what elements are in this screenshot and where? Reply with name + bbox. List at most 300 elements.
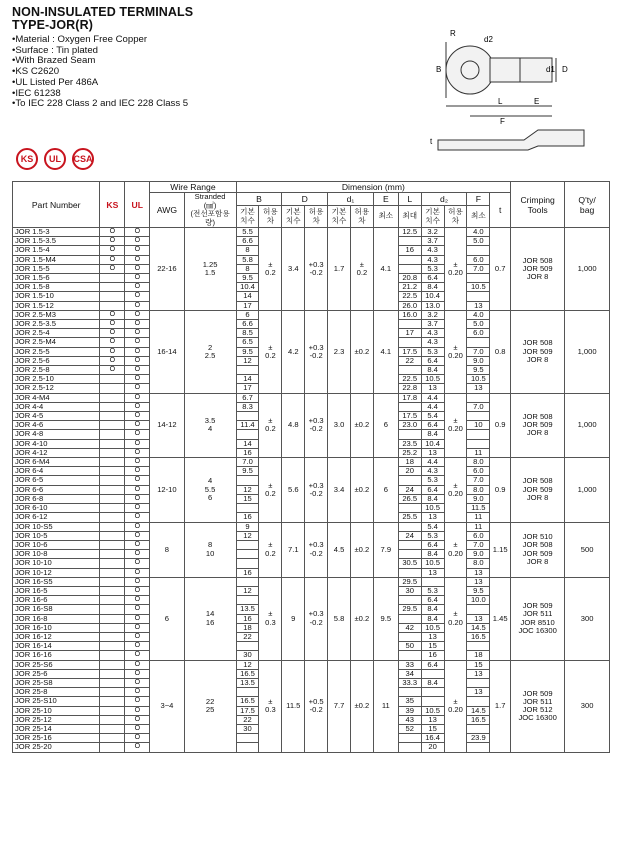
d2-basic-cell: 8.4 [421,366,444,375]
d2-basic-cell: 3.7 [421,237,444,246]
d-basic-cell: 5.6 [282,458,305,522]
ul-cell: O [125,614,150,623]
stranded-cell: 14 16 [184,577,236,660]
part-number-cell: JOR 4-12 [13,448,100,457]
b-tolerance-cell: ± 0.2 [259,522,282,577]
d-tolerance-cell: +0.3 -0.2 [305,522,328,577]
part-number-cell: JOR 16-10 [13,623,100,632]
qty-cell: 1,000 [565,310,610,393]
d2-basic-cell: 10.4 [421,292,444,301]
l-max-cell [398,568,421,577]
spec-item: • Material : Oxygen Free Copper [12,35,422,46]
ks-cell [100,485,125,494]
b-tolerance-cell: ± 0.2 [259,228,282,311]
ks-cell [100,724,125,733]
ks-cell [100,697,125,706]
ul-cell: O [125,660,150,669]
part-number-cell: JOR 1.5-M4 [13,255,100,264]
part-number-cell: JOR 6-5 [13,476,100,485]
d2-basic-cell [421,577,444,586]
ul-mark-icon: UL [125,182,150,228]
ul-cell: O [125,494,150,503]
part-number-cell: JOR 1.5-6 [13,274,100,283]
part-number-cell: JOR 6-6 [13,485,100,494]
f-min-cell [467,724,490,733]
b-basic-cell: 5.5 [236,228,259,237]
ks-cell: O [100,356,125,365]
d2-basic-cell: 13.0 [421,301,444,310]
b-basic-cell [236,559,259,568]
f-min-cell: 13 [467,577,490,586]
b-basic-cell [236,430,259,439]
f-min-cell: 13 [467,669,490,678]
f-min-cell: 6.0 [467,467,490,476]
l-max-cell [398,402,421,411]
part-number-cell: JOR 4-5 [13,412,100,421]
b-basic-cell: 16 [236,614,259,623]
b-basic-cell: 9 [236,522,259,531]
f-min-cell: 11.5 [467,504,490,513]
col-d2: d₂ [421,193,467,206]
col-awg: AWG [150,193,184,228]
ul-cell: O [125,706,150,715]
ks-cell [100,439,125,448]
col-b: B [236,193,282,206]
f-min-cell: 16.5 [467,632,490,641]
part-number-cell: JOR 10-S5 [13,522,100,531]
b-basic-cell: 6.6 [236,320,259,329]
l-max-cell: 17 [398,329,421,338]
ks-cell [100,660,125,669]
l-max-cell [398,550,421,559]
ks-mark-icon: KS [100,182,125,228]
d2-tolerance-cell: ± 0.20 [444,660,467,752]
l-max-cell: 22 [398,356,421,365]
d2-basic-cell: 6.4 [421,485,444,494]
d2-basic-cell: 15 [421,724,444,733]
f-min-cell: 7.0 [467,540,490,549]
ks-cell [100,642,125,651]
stranded-label: Stranded [194,192,226,201]
d2-basic-cell: 5.3 [421,264,444,273]
d1-tolerance-cell: ±0.2 [350,660,373,752]
b-basic-cell: 16 [236,513,259,522]
awg-cell: 8 [150,522,184,577]
sub-basic: 기본 치수 [282,206,305,228]
part-number-cell: JOR 2.5-M3 [13,310,100,319]
crimping-tools-cell: JOR 508 JOR 509 JOR 8 [511,310,565,393]
d2-basic-cell: 6.4 [421,274,444,283]
ks-cell [100,734,125,743]
part-number-cell: JOR 1.5-10 [13,292,100,301]
d2-basic-cell: 13 [421,715,444,724]
f-min-cell: 4.0 [467,310,490,319]
ks-cell [100,301,125,310]
d2-basic-cell [421,697,444,706]
diagram-label: F [500,117,505,126]
stranded-cell: 1.25 1.5 [184,228,236,311]
ul-cell: O [125,623,150,632]
part-number-cell: JOR 25-20 [13,743,100,752]
ks-cell [100,715,125,724]
f-min-cell [467,412,490,421]
e-min-cell: 7.9 [373,522,398,577]
stranded-note: (전선포함용량) [190,209,230,227]
spec-item: • To IEC 228 Class 2 and IEC 228 Class 5 [12,99,422,110]
l-max-cell: 30.5 [398,559,421,568]
d2-basic-cell: 4.3 [421,255,444,264]
l-max-cell [398,255,421,264]
table-row [13,393,610,402]
b-basic-cell: 14 [236,292,259,301]
ul-cell: O [125,688,150,697]
d2-tolerance-cell: ± 0.20 [444,310,467,393]
b-basic-cell [236,540,259,549]
stranded-cell: 4 5.5 6 [184,458,236,522]
b-basic-cell: 30 [236,724,259,733]
b-basic-cell: 13.5 [236,678,259,687]
f-min-cell: 7.0 [467,347,490,356]
b-tolerance-cell: ± 0.3 [259,577,282,660]
table-row [13,522,610,531]
sub-tolerance: 허용 차 [350,206,373,228]
f-min-cell: 7.0 [467,476,490,485]
l-max-cell [398,596,421,605]
col-e: E [373,193,398,206]
ul-cell: O [125,504,150,513]
f-min-cell [467,430,490,439]
b-basic-cell: 12 [236,356,259,365]
e-min-cell: 11 [373,660,398,752]
b-basic-cell: 5.8 [236,255,259,264]
ks-cell: O [100,366,125,375]
d-tolerance-cell: +0.3 -0.2 [305,228,328,311]
spec-list [12,35,422,110]
b-tolerance-cell: ± 0.2 [259,310,282,393]
ul-cell: O [125,531,150,540]
d-tolerance-cell: +0.3 -0.2 [305,310,328,393]
f-min-cell [467,642,490,651]
ks-cell [100,504,125,513]
d2-basic-cell: 4.3 [421,329,444,338]
d2-basic-cell: 8.4 [421,430,444,439]
ks-cell [100,632,125,641]
t-cell: 1.15 [490,522,511,577]
d2-tolerance-cell: ± 0.20 [444,577,467,660]
f-min-cell: 9.0 [467,550,490,559]
b-basic-cell: 6.6 [236,237,259,246]
ul-cell: O [125,448,150,457]
d1-tolerance-cell: ±0.2 [350,458,373,522]
ul-cell: O [125,669,150,678]
ks-mark-icon: KS [16,148,38,170]
ul-cell: O [125,301,150,310]
l-max-cell [398,632,421,641]
d1-basic-cell: 4.5 [328,522,351,577]
ul-cell: O [125,283,150,292]
d2-basic-cell: 5.4 [421,522,444,531]
b-basic-cell: 7.0 [236,458,259,467]
f-min-cell: 6.0 [467,329,490,338]
b-basic-cell [236,550,259,559]
b-basic-cell: 9.5 [236,274,259,283]
b-basic-cell [236,577,259,586]
ul-cell: O [125,605,150,614]
f-min-cell: 10.0 [467,596,490,605]
b-basic-cell: 16.5 [236,697,259,706]
l-max-cell: 25.2 [398,448,421,457]
l-max-cell: 20 [398,467,421,476]
ks-cell [100,605,125,614]
col-l: L [398,193,421,206]
b-basic-cell: 12 [236,586,259,595]
l-max-cell [398,614,421,623]
part-number-cell: JOR 2.5-10 [13,375,100,384]
b-tolerance-cell: ± 0.2 [259,458,282,522]
ks-cell [100,577,125,586]
ul-cell: O [125,384,150,393]
qty-cell: 300 [565,577,610,660]
ul-cell: O [125,734,150,743]
part-number-cell: JOR 16-6 [13,596,100,605]
d-basic-cell: 9 [282,577,305,660]
l-max-cell: 22.5 [398,292,421,301]
ul-cell: O [125,568,150,577]
f-min-cell [467,274,490,283]
b-basic-cell [236,412,259,421]
d2-basic-cell: 10.5 [421,504,444,513]
part-number-cell: JOR 16-S8 [13,605,100,614]
b-basic-cell: 12 [236,660,259,669]
table-row [13,228,610,237]
ul-cell: O [125,329,150,338]
spec-table [12,181,610,753]
l-max-cell: 24 [398,531,421,540]
d-tolerance-cell: +0.3 -0.2 [305,577,328,660]
l-max-cell: 17.8 [398,393,421,402]
part-number-cell: JOR 1.5-12 [13,301,100,310]
l-max-cell: 39 [398,706,421,715]
f-min-cell: 13 [467,688,490,697]
ul-cell: O [125,485,150,494]
part-number-cell: JOR 4-6 [13,421,100,430]
b-basic-cell [236,366,259,375]
part-number-cell: JOR 25-S8 [13,678,100,687]
part-number-cell: JOR 10-8 [13,550,100,559]
d-basic-cell: 11.5 [282,660,305,752]
t-cell: 0.7 [490,228,511,311]
d2-tolerance-cell: ± 0.20 [444,228,467,311]
d2-basic-cell: 8.4 [421,550,444,559]
l-max-cell: 26.5 [398,494,421,503]
part-number-cell: JOR 10-5 [13,531,100,540]
d2-basic-cell: 13 [421,384,444,393]
ks-cell [100,540,125,549]
part-number-cell: JOR 25-S10 [13,697,100,706]
d2-basic-cell: 8.4 [421,494,444,503]
t-cell: 0.9 [490,393,511,457]
e-min-cell: 6 [373,458,398,522]
crimping-tools-cell: JOR 508 JOR 509 JOR 8 [511,458,565,522]
ul-cell: O [125,651,150,660]
d2-tolerance-cell: ± 0.20 [444,522,467,577]
ks-cell [100,706,125,715]
ks-cell [100,393,125,402]
part-number-cell: JOR 16-14 [13,642,100,651]
part-number-cell: JOR 2.5-4 [13,329,100,338]
b-tolerance-cell: ± 0.2 [259,393,282,457]
f-min-cell [467,678,490,687]
f-min-cell: 9.5 [467,586,490,595]
d2-basic-cell: 10.5 [421,706,444,715]
ks-cell [100,550,125,559]
d-basic-cell: 3.4 [282,228,305,311]
f-min-cell: 6.0 [467,255,490,264]
d1-tolerance-cell: ± 0.2 [350,228,373,311]
f-min-cell: 18 [467,651,490,660]
ul-cell: O [125,375,150,384]
f-min-cell: 16.5 [467,715,490,724]
d2-basic-cell: 10.5 [421,559,444,568]
b-basic-cell: 17 [236,301,259,310]
ks-cell [100,522,125,531]
part-number-cell: JOR 2.5-6 [13,356,100,365]
l-max-cell: 16.0 [398,310,421,319]
qty-cell: 1,000 [565,228,610,311]
l-max-cell: 23.0 [398,421,421,430]
ul-cell: O [125,697,150,706]
ks-cell [100,448,125,457]
d1-basic-cell: 7.7 [328,660,351,752]
diagram-label: L [498,97,503,106]
f-min-cell [467,338,490,347]
d2-basic-cell: 3.2 [421,228,444,237]
ks-cell: O [100,338,125,347]
diagram-label: d2 [484,35,493,44]
t-cell: 0.8 [490,310,511,393]
ul-cell: O [125,292,150,301]
d2-basic-cell: 4.4 [421,458,444,467]
ks-cell: O [100,320,125,329]
l-max-cell: 34 [398,669,421,678]
b-basic-cell: 17.5 [236,706,259,715]
l-max-cell: 26.0 [398,301,421,310]
l-max-cell: 23.5 [398,439,421,448]
col-f: F [467,193,490,206]
d2-basic-cell: 6.4 [421,421,444,430]
ul-cell: O [125,559,150,568]
col-stranded [184,193,236,228]
part-number-cell: JOR 25-S6 [13,660,100,669]
qty-cell: 300 [565,660,610,752]
ks-cell [100,274,125,283]
b-basic-cell [236,504,259,513]
b-basic-cell: 18 [236,623,259,632]
b-basic-cell [236,642,259,651]
ks-cell [100,688,125,697]
ks-cell [100,494,125,503]
part-number-cell: JOR 1.5-3 [13,228,100,237]
ks-cell: O [100,246,125,255]
d1-basic-cell: 1.7 [328,228,351,311]
f-min-cell: 14.5 [467,706,490,715]
d2-basic-cell: 13 [421,448,444,457]
ul-cell: O [125,338,150,347]
l-max-cell: 50 [398,642,421,651]
b-basic-cell [236,734,259,743]
ul-cell: O [125,264,150,273]
part-number-cell: JOR 2.5-8 [13,366,100,375]
b-basic-cell: 22 [236,632,259,641]
d2-basic-cell: 4.3 [421,338,444,347]
f-min-cell: 8.0 [467,559,490,568]
d1-tolerance-cell: ±0.2 [350,577,373,660]
ul-cell: O [125,310,150,319]
l-max-cell [398,734,421,743]
b-basic-cell: 16 [236,568,259,577]
ks-cell [100,651,125,660]
f-min-cell: 11 [467,513,490,522]
l-max-cell [398,540,421,549]
part-number-cell: JOR 4-8 [13,430,100,439]
d2-basic-cell: 6.4 [421,356,444,365]
part-number-cell: JOR 6-8 [13,494,100,503]
part-number-cell: JOR 16-5 [13,586,100,595]
col-dimension: Dimension (mm) [236,182,511,193]
l-max-cell [398,688,421,697]
b-basic-cell: 8 [236,246,259,255]
t-cell: 1.45 [490,577,511,660]
sub-max: 최대 [398,206,421,228]
ul-cell: O [125,678,150,687]
d2-basic-cell: 16.4 [421,734,444,743]
part-number-cell: JOR 10-10 [13,559,100,568]
ks-cell [100,596,125,605]
ul-cell: O [125,550,150,559]
l-max-cell: 25.5 [398,513,421,522]
d2-basic-cell: 20 [421,743,444,752]
f-min-cell: 5.0 [467,320,490,329]
b-basic-cell [236,688,259,697]
d2-basic-cell: 10.5 [421,375,444,384]
d2-basic-cell: 16 [421,651,444,660]
terminal-diagram [428,20,593,160]
d1-tolerance-cell: ±0.2 [350,393,373,457]
sub-basic: 기본 치수 [421,206,444,228]
part-number-cell: JOR 6-12 [13,513,100,522]
d2-basic-cell: 10.4 [421,439,444,448]
part-number-cell: JOR 6-10 [13,504,100,513]
b-basic-cell: 14 [236,439,259,448]
ks-cell: O [100,255,125,264]
diagram-label: B [436,65,442,74]
l-max-cell: 30 [398,586,421,595]
l-max-cell: 52 [398,724,421,733]
ul-cell: O [125,412,150,421]
ul-cell: O [125,366,150,375]
f-min-cell: 8.0 [467,458,490,467]
b-basic-cell [236,743,259,752]
d2-basic-cell: 13 [421,513,444,522]
sub-tolerance: 허용 차 [259,206,282,228]
f-min-cell: 13 [467,301,490,310]
d2-basic-cell: 8.4 [421,605,444,614]
b-basic-cell: 8.3 [236,402,259,411]
ks-cell [100,283,125,292]
part-number-cell: JOR 4-M4 [13,393,100,402]
b-basic-cell: 30 [236,651,259,660]
e-min-cell: 6 [373,393,398,457]
